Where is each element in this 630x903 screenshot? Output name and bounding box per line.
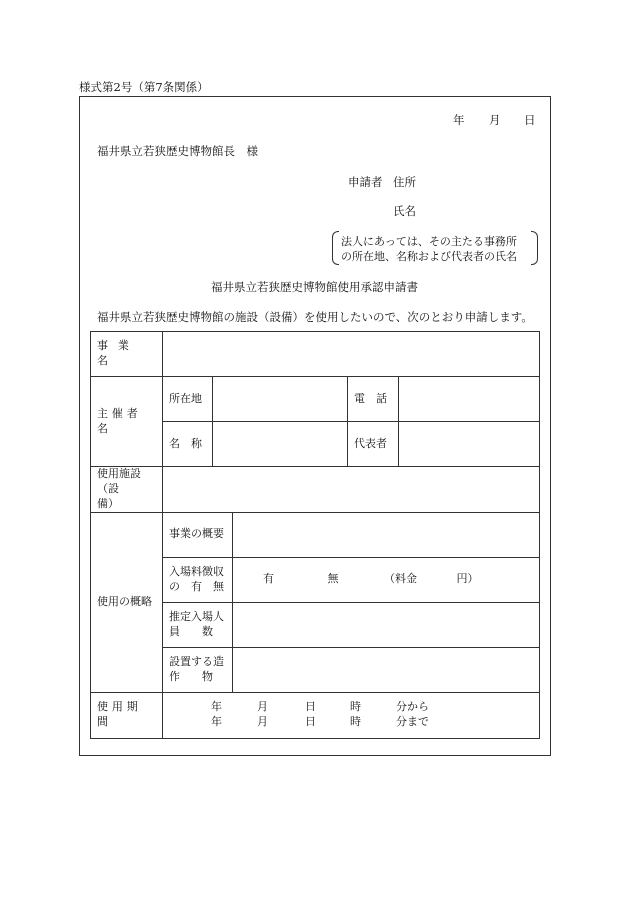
representative-label: 代表者 xyxy=(348,422,399,467)
applicant-note xyxy=(341,234,517,264)
period-start-month: 月 xyxy=(257,700,268,714)
period-field[interactable] xyxy=(163,692,540,738)
facility-label-line2: （設 備） xyxy=(97,481,141,510)
attendance-label xyxy=(163,602,233,647)
representative-field[interactable] xyxy=(399,422,540,467)
addressee: 福井県立若狭歴史博物館長 様 xyxy=(97,144,258,158)
period-start-day: 日 xyxy=(305,700,316,714)
org-name-field[interactable] xyxy=(213,422,348,467)
business-summary-field[interactable] xyxy=(233,512,540,557)
period-start-line xyxy=(211,700,533,715)
event-name-field[interactable] xyxy=(163,332,540,377)
structure-field[interactable] xyxy=(233,647,540,692)
left-bracket xyxy=(332,231,339,265)
period-end-year: 年 xyxy=(211,715,222,729)
date-month-label: 月 xyxy=(489,113,501,127)
application-table xyxy=(90,331,540,739)
phone-field[interactable] xyxy=(399,377,540,422)
applicant-note-line1: 法人にあっては、その主たる事務所 xyxy=(341,235,517,248)
location-label: 所在地 xyxy=(163,377,213,422)
attendance-field[interactable] xyxy=(233,602,540,647)
period-start-hour: 時 xyxy=(350,700,361,714)
applicant-address-label: 住所 xyxy=(393,175,416,189)
date-year-label: 年 xyxy=(453,113,465,127)
period-end-minute: 分まで xyxy=(396,715,429,729)
period-end-day: 日 xyxy=(305,715,316,729)
facility-label-line1: 使用施設 xyxy=(97,467,141,480)
applicant-name-label: 氏名 xyxy=(393,204,416,218)
period-start-year: 年 xyxy=(211,700,222,714)
structure-label xyxy=(163,647,233,692)
period-end-hour: 時 xyxy=(350,715,361,729)
admission-fee-field[interactable] xyxy=(233,557,540,602)
period-start-minute: 分から xyxy=(396,700,429,714)
facility-label xyxy=(91,467,163,513)
organizer-label: 主催者名 xyxy=(91,377,163,467)
date-day-label: 日 xyxy=(524,113,536,127)
attendance-label-line1: 推定入場人 xyxy=(169,609,224,623)
business-summary-label: 事業の概要 xyxy=(163,512,233,557)
structure-label-line1: 設置する造 xyxy=(169,654,224,668)
period-label: 使用期間 xyxy=(91,692,163,738)
period-end-line xyxy=(211,715,533,730)
form-title: 福井県立若狭歴史博物館使用承認申請書 xyxy=(211,280,418,294)
intro-text: 福井県立若狭歴史博物館の施設（設備）を使用したいので、次のとおり申請します。 xyxy=(97,310,533,324)
location-field[interactable] xyxy=(213,377,348,422)
event-name-label: 事業名 xyxy=(91,332,163,377)
applicant-note-box xyxy=(332,231,538,265)
applicant-label: 申請者 xyxy=(348,175,383,189)
admission-fee-label-line2: の 有 無 xyxy=(169,579,224,593)
admission-fee-label xyxy=(163,557,233,602)
period-end-month: 月 xyxy=(257,715,268,729)
facility-field[interactable] xyxy=(163,467,540,513)
right-bracket xyxy=(531,231,538,265)
applicant-note-line2: の所在地、名称および代表者の氏名 xyxy=(341,250,517,263)
phone-label: 電 話 xyxy=(348,377,399,422)
fee-amount-open: （料金 xyxy=(384,572,417,586)
attendance-label-line2: 員 数 xyxy=(169,624,213,638)
fee-amount-close: 円） xyxy=(456,572,479,586)
admission-fee-label-line1: 入場料徴収 xyxy=(169,564,224,578)
fee-yes-option[interactable]: 有 xyxy=(263,572,274,586)
form-number: 様式第2号（第7条関係） xyxy=(79,80,209,94)
fee-no-option[interactable]: 無 xyxy=(327,572,339,586)
structure-label-line2: 作 物 xyxy=(169,669,213,683)
usage-overview-label: 使用の概略 xyxy=(91,512,163,692)
org-name-label: 名 称 xyxy=(163,422,213,467)
